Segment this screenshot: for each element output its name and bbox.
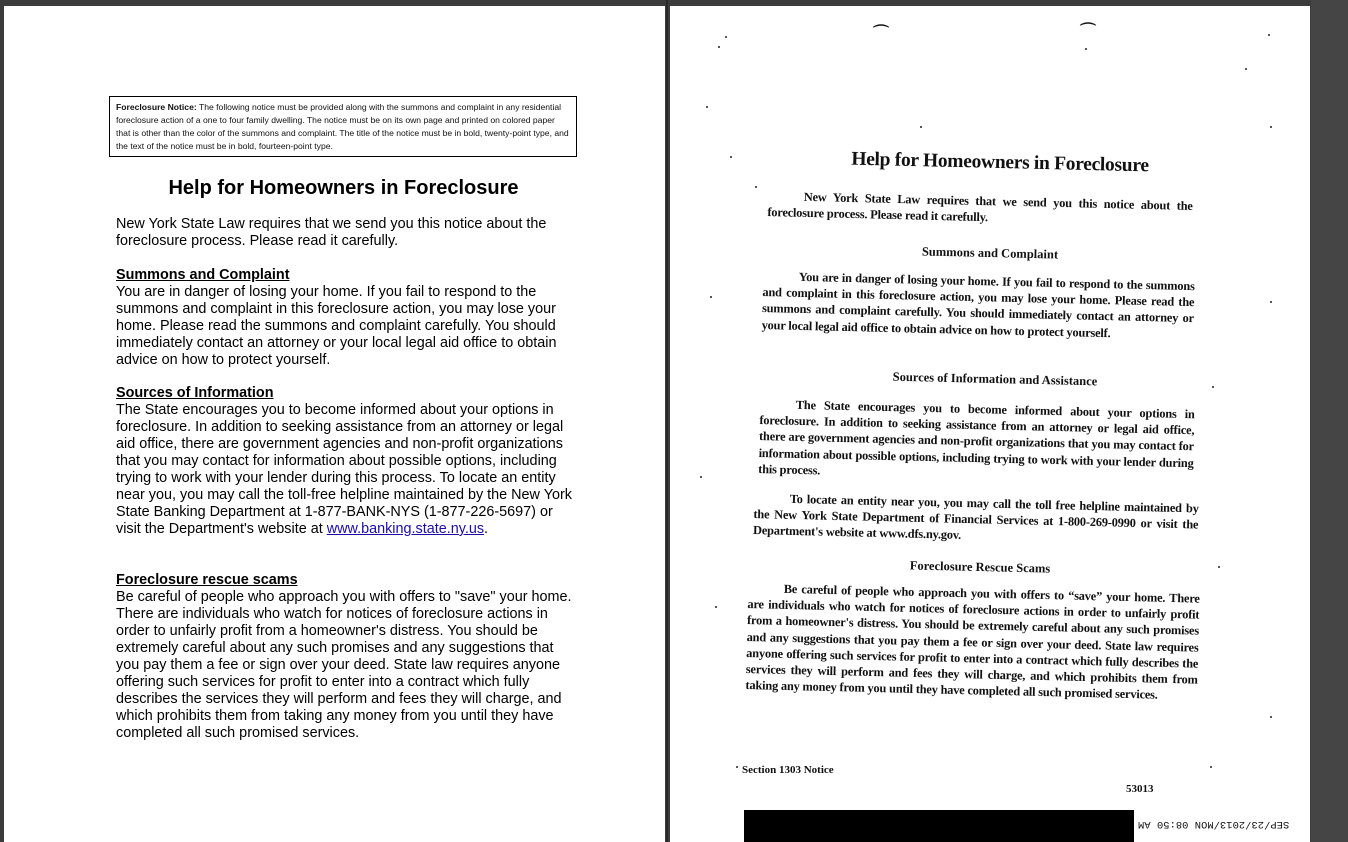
scan-para-scams: Be careful of people who approach you with offers to “save” your home. There are individuals who watch for notices of foreclosure actions in order to unfairly profit from a homeowner's distress. You should be extremely careful about any such promises and any suggestions that you pay them a fee or sign over your deed. State law requires anyone offering such services for profit to enter into a contract which fully describes the services they will perform and fees they will charge, and which prohibits them from taking any money from you until they have completed all such promised services.: [745, 581, 1200, 702]
right-page-scan: [670, 6, 1310, 842]
scan-speck: [725, 36, 727, 38]
scan-speck: [1270, 716, 1272, 718]
section-heading-summons: Summons and Complaint: [116, 267, 290, 283]
section-body-sources: [116, 402, 576, 538]
scan-para-sources: The State encourages you to become informed about your options in foreclosure. In addition to seeking assistance from an attorney or legal aid office, there are government agencies and non-profit organizations that you may contact for information about possible options, including trying to work with your lender during this process.: [758, 397, 1195, 478]
scan-speck: [1245, 68, 1247, 70]
scan-speck: [755, 186, 757, 188]
scan-speck: [1085, 48, 1087, 50]
form-number: 53013: [1126, 783, 1154, 795]
scan-speck: [1212, 386, 1214, 388]
scan-speck: [715, 606, 717, 608]
scan-speck: [730, 156, 732, 158]
scan-speck: [736, 766, 738, 768]
section-body-summons: You are in danger of losing your home. If you fail to respond to the summons and complaint in this foreclosure action, you may lose your home. Please read the summons and complaint carefully. You should immediately contact an attorney or your local legal aid office to obtain advice on how to protect yourself.: [116, 284, 557, 368]
scanned-document: [670, 6, 1310, 842]
scan-intro: New York State Law requires that we send you this notice about the foreclosure process. Please read it carefully.: [767, 189, 1193, 225]
sources-text: The State encourages you to become informed about your options in foreclosure. In addition to seeking assistance from an attorney or legal aid office, there are government agencies and non-profit organizations that you may contact for information about possible options, including trying to work with your lender during this process. To locate an entity near you, you may call the toll-free helpline maintained by the New York State Banking Department at 1-877-BANK-NYS (1-877-226-5697) or visit the Department's website at: [116, 402, 572, 537]
page-divider: [666, 0, 668, 842]
punch-hole-mark-1: ⌒: [873, 25, 890, 42]
scan-heading-sources: Sources of Information and Assistance: [892, 369, 1098, 389]
scan-speck: [920, 126, 922, 128]
notice-label: Foreclosure Notice:: [116, 102, 197, 112]
scan-speck: [1270, 301, 1272, 303]
notice-text: The following notice must be provided along with the summons and complaint in any residential foreclosure action of a one to four family dwelling. The notice must be on its own page and printed on colored paper that is other than the color of the summons and complaint. The title of the notice must be in bold, twenty-point type, and the text of the notice must be in bold, fourteen-point type.: [116, 102, 569, 151]
scan-speck: [710, 296, 712, 298]
section-heading-scams: Foreclosure rescue scams: [116, 572, 298, 588]
punch-hole-mark-2: ⌒: [1080, 23, 1097, 40]
section-body-scams: Be careful of people who approach you with offers to "save" your home. There are individuals who watch for notices of foreclosure actions in order to unfairly profit from a homeowner's distress. You should be extremely careful about any such promises and any suggestions that you pay them a fee or sign over your deed. State law requires anyone offering such services for profit to enter into a contract which fully describes the services they will perform and fees they will charge, and which prohibits them from taking any money from you until they have completed all such promised services.: [116, 589, 572, 741]
scan-speck: [700, 476, 702, 478]
section-heading-sources: Sources of Information: [116, 385, 274, 401]
viewer-gutter: [1311, 0, 1348, 842]
section-notice-label: Section 1303 Notice: [742, 764, 834, 776]
left-page: [4, 6, 665, 842]
scan-speck: [1218, 566, 1220, 568]
scan-heading-scams: Foreclosure Rescue Scams: [909, 558, 1051, 576]
intro-text: New York State Law requires that we send you this notice about the foreclosure process. Please read it carefully.: [116, 216, 547, 249]
scan-speck: [706, 106, 708, 108]
scan-para-helpline: To locate an entity near you, you may call the toll free helpline maintained by the New York State Department of Financial Services at 1-800-269-0990 or visit the Department's website at www.dfs.ny.gov.: [752, 491, 1199, 543]
page-title: Help for Homeowners in Foreclosure: [168, 177, 519, 199]
scan-speck: [1210, 766, 1212, 768]
scan-speck: [1270, 126, 1272, 128]
scan-speck: [1268, 34, 1270, 36]
scan-speck: [718, 46, 720, 48]
scan-para-summons: You are in danger of losing your home. If you fail to respond to the summons and complaint in this foreclosure action, you may lose your home. Please read the summons and complaint carefully. You should immediately contact an attorney or your local legal aid office to obtain advice on how to protect yourself.: [761, 269, 1195, 340]
foreclosure-notice-box: [109, 96, 577, 157]
scan-heading-summons: Summons and Complaint: [921, 244, 1059, 262]
scan-title: Help for Homeowners in Foreclosure: [851, 148, 1149, 177]
banking-website-link[interactable]: www.banking.state.ny.us: [326, 521, 485, 537]
redaction-bar: [744, 810, 1134, 842]
fax-timestamp: SEP/23/2013/MON 08:50 AM: [1138, 818, 1290, 830]
link-suffix: .: [484, 521, 489, 537]
